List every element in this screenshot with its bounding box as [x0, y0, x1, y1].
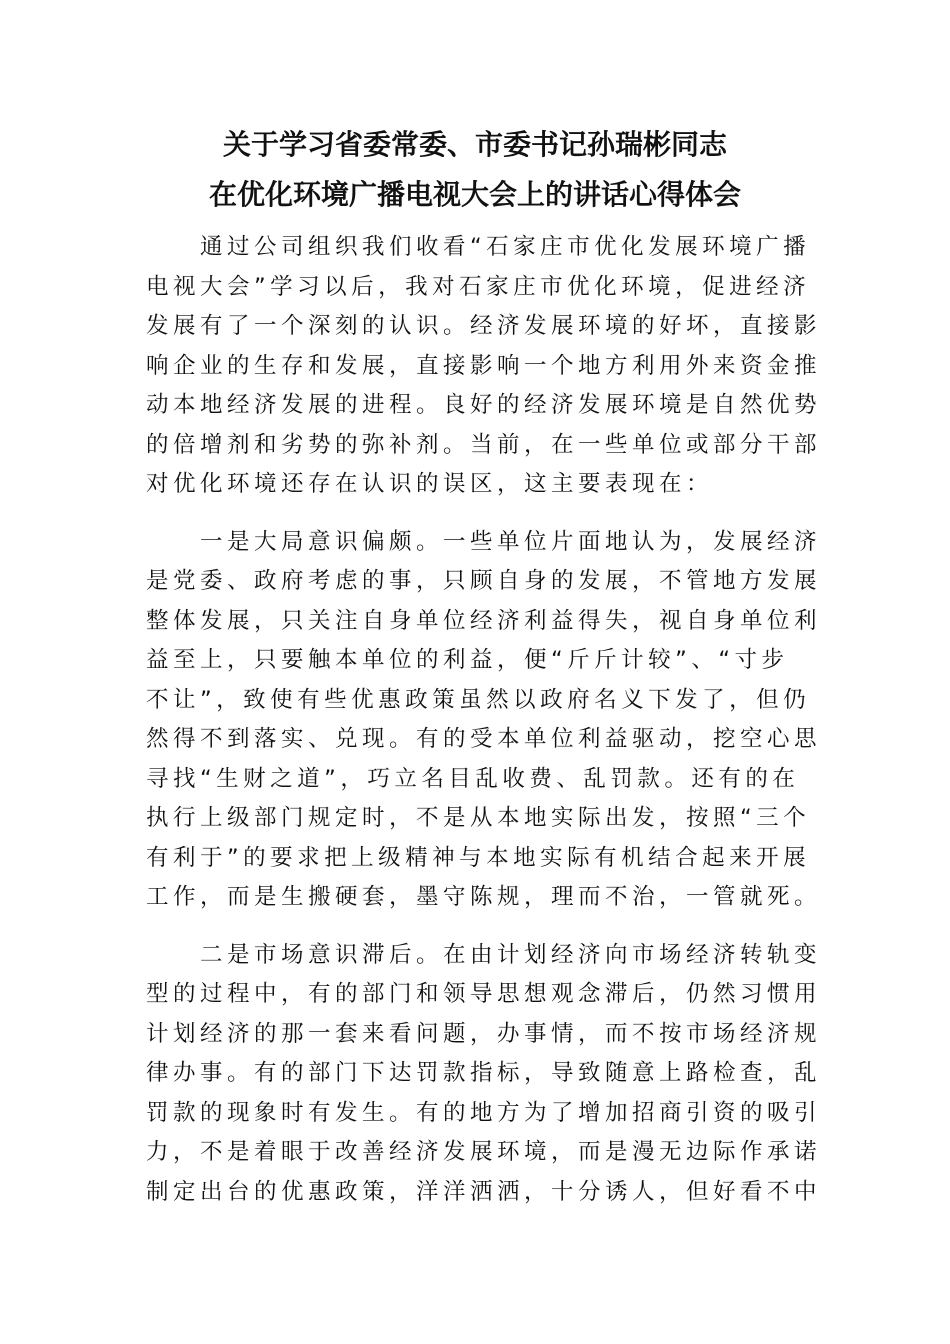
body-line: 不让”，致使有些优惠政策虽然以政府名义下发了，但仍: [146, 686, 811, 713]
body-line: 对优化环境还存在认识的误区，这主要表现在：: [146, 471, 714, 497]
paragraph-point-one: [146, 523, 822, 918]
document-title: [145, 120, 805, 220]
body-line: 电视大会”学习以后，我对石家庄市优化环境，促进经济: [146, 273, 811, 300]
body-line: 动本地经济发展的进程。良好的经济发展环境是自然优势: [146, 392, 822, 418]
body-line: 力，不是着眼于改善经济发展环境，而是漫无边际作承诺: [146, 1139, 822, 1165]
body-line: 然得不到落实、兑现。有的受本单位利益驱动，挖空心思: [146, 726, 822, 752]
body-line: 律办事。有的部门下达罚款指标，导致随意上路检查，乱: [146, 1060, 822, 1086]
body-line: 二是市场意识滞后。在由计划经济向市场经济转轨变: [200, 941, 822, 968]
body-line: 制定出台的优惠政策，洋洋洒洒，十分诱人，但好看不中: [146, 1178, 822, 1205]
body-line: 工作，而是生搬硬套，墨守陈规，理而不治，一管就死。: [146, 884, 822, 910]
title-line-1: 关于学习省委常委、市委书记孙瑞彬同志: [222, 128, 727, 161]
body-line: 寻找“生财之道”，巧立名目乱收费、乱罚款。还有的在: [146, 765, 800, 792]
body-line: 发展有了一个深刻的认识。经济发展环境的好坏，直接影: [146, 313, 822, 339]
paragraph-point-two: [146, 936, 822, 1213]
body-line: 整体发展，只关注自身单位经济利益得失，视自身单位利: [146, 607, 822, 634]
body-line: 执行上级部门规定时，不是从本地实际出发，按照“三个: [146, 805, 811, 831]
paragraph-intro: [146, 228, 822, 505]
body-line: 益至上，只要触本单位的利益，便“斤斤计较”、“寸步: [146, 647, 789, 673]
body-line: 是党委、政府考虑的事，只顾自身的发展，不管地方发展: [146, 568, 822, 594]
body-line: 罚款的现象时有发生。有的地方为了增加招商引资的吸引: [146, 1099, 822, 1126]
document-body: [146, 228, 822, 1230]
body-line: 有利于”的要求把上级精神与本地实际有机结合起来开展: [146, 844, 811, 871]
body-line: 一是大局意识偏颇。一些单位片面地认为，发展经济: [200, 528, 822, 555]
body-line: 的倍增剂和劣势的弥补剂。当前，在一些单位或部分干部: [146, 431, 822, 458]
body-line: 型的过程中，有的部门和领导思想观念滞后，仍然习惯用: [146, 981, 822, 1007]
body-line: 通过公司组织我们收看“石家庄市优化发展环境广播: [200, 234, 811, 260]
title-line-2: 在优化环境广播电视大会上的讲话心得体会: [208, 178, 741, 211]
body-line: 响企业的生存和发展，直接影响一个地方利用外来资金推: [146, 352, 822, 379]
body-line: 计划经济的那一套来看问题，办事情，而不按市场经济规: [146, 1020, 822, 1047]
